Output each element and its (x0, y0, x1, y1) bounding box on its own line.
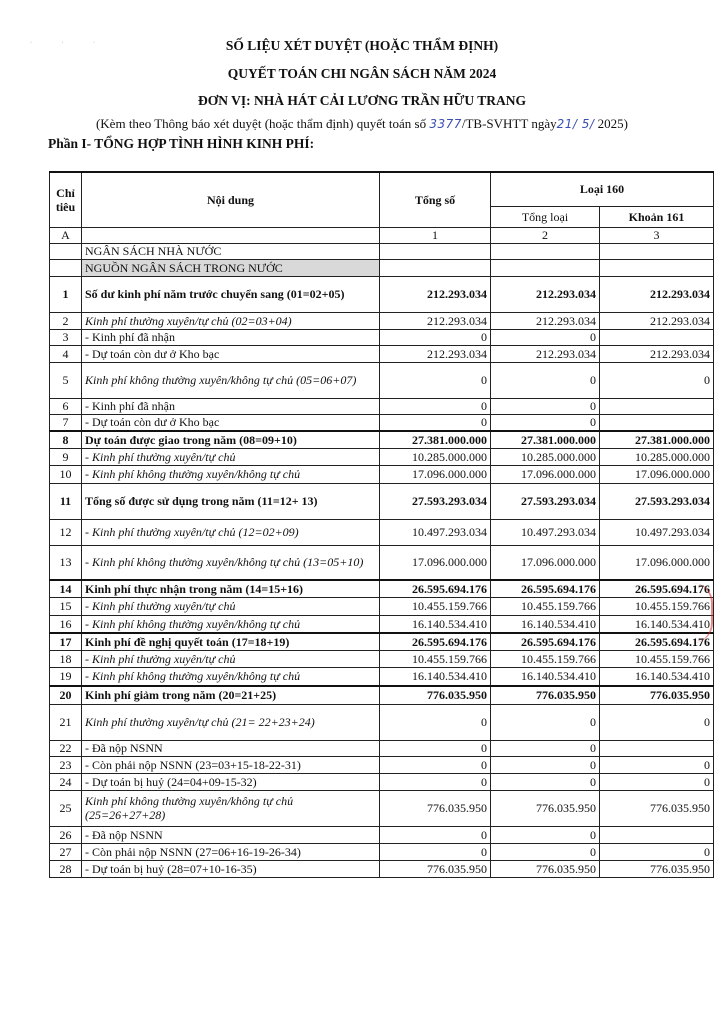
value-tong-loai: 0 (491, 362, 600, 398)
value-tong-loai: 776.035.950 (491, 860, 600, 877)
table-row (50, 633, 714, 650)
table-row (50, 615, 714, 633)
value-tong-loai: 17.096.000.000 (491, 465, 600, 483)
value-khoan (600, 414, 714, 431)
table-row (50, 667, 714, 686)
value-tong-loai: 10.455.159.766 (491, 650, 600, 667)
table-row (50, 686, 714, 704)
row-index: 24 (50, 773, 82, 790)
value-khoan (600, 398, 714, 414)
value-tong-loai: 0 (491, 414, 600, 431)
value-tong-loai: 10.285.000.000 (491, 448, 600, 465)
table-row (50, 843, 714, 860)
row-index: 15 (50, 597, 82, 615)
row-index: 5 (50, 362, 82, 398)
row-label: - Kinh phí thường xuyên/tự chủ (82, 650, 380, 667)
value-tong-loai: 17.096.000.000 (491, 545, 600, 580)
value-tong-loai: 10.455.159.766 (491, 597, 600, 615)
value-tong-loai: 0 (491, 773, 600, 790)
value-tong-so: 27.381.000.000 (380, 431, 491, 448)
value-tong-so: 0 (380, 398, 491, 414)
header-khoan: Khoản 161 (600, 206, 714, 227)
row-label: - Kinh phí đã nhận (82, 398, 380, 414)
row-label: Kinh phí không thường xuyên/không tự chủ (05=06+07) (82, 362, 380, 398)
value-tong-so: 0 (380, 414, 491, 431)
subtitle-mid: /TB-SVHTT ngày (461, 116, 557, 131)
row-label: - Kinh phí thường xuyên/tự chủ (82, 448, 380, 465)
table-row (50, 519, 714, 545)
value-khoan: 0 (600, 756, 714, 773)
row-label: - Kinh phí thường xuyên/tự chủ (12=02+09) (82, 519, 380, 545)
value-tong-loai: 0 (491, 826, 600, 843)
value-khoan: 16.140.534.410 (600, 615, 714, 633)
value-tong-so: 0 (380, 704, 491, 740)
row-label: - Đã nộp NSNN (82, 826, 380, 843)
row-index: 20 (50, 686, 82, 704)
row-index: 17 (50, 633, 82, 650)
row-index: 27 (50, 843, 82, 860)
value-tong-so: 0 (380, 329, 491, 345)
subtitle (0, 116, 724, 132)
table-row (50, 483, 714, 519)
colnum-3: 3 (600, 227, 714, 243)
row-label: Dự toán được giao trong năm (08=09+10) (82, 431, 380, 448)
colnum-a: A (50, 227, 82, 243)
value-tong-so: 212.293.034 (380, 312, 491, 329)
section-row-ngan-sach: NGÂN SÁCH NHÀ NƯỚC (82, 243, 380, 259)
value-tong-loai: 26.595.694.176 (491, 633, 600, 650)
row-label: Kinh phí thường xuyên/tự chủ (02=03+04) (82, 312, 380, 329)
section-row-nguon: NGUỒN NGÂN SÁCH TRONG NƯỚC (82, 259, 380, 276)
value-khoan: 776.035.950 (600, 686, 714, 704)
title-line-1: SỐ LIỆU XÉT DUYỆT (HOẶC THẨM ĐỊNH) (225, 38, 499, 53)
value-tong-so: 776.035.950 (380, 860, 491, 877)
cell-empty (600, 259, 714, 276)
value-tong-so: 776.035.950 (380, 686, 491, 704)
value-tong-loai: 212.293.034 (491, 345, 600, 362)
row-label: - Dự toán còn dư ở Kho bạc (82, 345, 380, 362)
colnum-2: 2 (491, 227, 600, 243)
value-tong-loai: 0 (491, 843, 600, 860)
cell-empty (50, 259, 82, 276)
row-label: - Còn phải nộp NSNN (27=06+16-19-26-34) (82, 843, 380, 860)
value-tong-so: 17.096.000.000 (380, 465, 491, 483)
value-khoan: 16.140.534.410 (600, 667, 714, 686)
row-index: 2 (50, 312, 82, 329)
value-tong-so: 212.293.034 (380, 276, 491, 312)
row-index: 12 (50, 519, 82, 545)
row-label: - Kinh phí không thường xuyên/không tự chủ (82, 465, 380, 483)
value-tong-loai: 26.595.694.176 (491, 580, 600, 597)
value-khoan: 212.293.034 (600, 312, 714, 329)
value-tong-so: 0 (380, 362, 491, 398)
value-khoan: 0 (600, 773, 714, 790)
value-tong-loai: 0 (491, 398, 600, 414)
value-tong-loai: 776.035.950 (491, 790, 600, 826)
row-index: 9 (50, 448, 82, 465)
value-khoan: 26.595.694.176 (600, 580, 714, 597)
value-khoan (600, 740, 714, 756)
colnum-1: 1 (380, 227, 491, 243)
value-khoan: 212.293.034 (600, 276, 714, 312)
row-index: 21 (50, 704, 82, 740)
header-loai: Loại 160 (491, 172, 714, 206)
value-khoan: 26.595.694.176 (600, 633, 714, 650)
value-tong-so: 26.595.694.176 (380, 580, 491, 597)
value-tong-so: 10.455.159.766 (380, 597, 491, 615)
value-tong-so: 27.593.293.034 (380, 483, 491, 519)
value-khoan (600, 826, 714, 843)
subtitle-prefix: (Kèm theo Thông báo xét duyệt (hoặc thẩm định) quyết toán số (95, 116, 430, 131)
value-khoan: 10.455.159.766 (600, 597, 714, 615)
handwritten-date: 21/ 5/ (556, 117, 595, 131)
table-row (50, 650, 714, 667)
table-row (50, 276, 714, 312)
cell-empty (380, 259, 491, 276)
row-index: 23 (50, 756, 82, 773)
table-row (50, 362, 714, 398)
row-index: 3 (50, 329, 82, 345)
table-row (50, 329, 714, 345)
row-label: - Dự toán còn dư ở Kho bạc (82, 414, 380, 431)
title-line-3: ĐƠN VỊ: NHÀ HÁT CẢI LƯƠNG TRẦN HỮU TRANG (197, 93, 527, 108)
value-tong-so: 776.035.950 (380, 790, 491, 826)
table-row (50, 773, 714, 790)
row-label: Tổng số được sử dụng trong năm (11=12+ 13) (82, 483, 380, 519)
table-row (50, 580, 714, 597)
row-index: 26 (50, 826, 82, 843)
header-tong-so: Tổng số (380, 172, 491, 227)
row-label: - Kinh phí không thường xuyên/không tự chủ (82, 615, 380, 633)
table-row (50, 465, 714, 483)
header-tong-loai: Tổng loại (491, 206, 600, 227)
value-tong-loai: 0 (491, 740, 600, 756)
value-tong-so: 16.140.534.410 (380, 667, 491, 686)
row-index: 25 (50, 790, 82, 826)
value-tong-so: 0 (380, 756, 491, 773)
value-tong-so: 10.455.159.766 (380, 650, 491, 667)
row-index: 6 (50, 398, 82, 414)
value-khoan: 27.593.293.034 (600, 483, 714, 519)
value-tong-loai: 27.381.000.000 (491, 431, 600, 448)
table-row (50, 826, 714, 843)
row-index: 4 (50, 345, 82, 362)
row-index: 18 (50, 650, 82, 667)
value-tong-loai: 16.140.534.410 (491, 667, 600, 686)
table-row (50, 740, 714, 756)
value-khoan: 17.096.000.000 (600, 545, 714, 580)
value-tong-loai: 16.140.534.410 (491, 615, 600, 633)
table-row (50, 345, 714, 362)
row-index: 7 (50, 414, 82, 431)
value-tong-loai: 776.035.950 (491, 686, 600, 704)
table-row (50, 431, 714, 448)
value-tong-so: 0 (380, 843, 491, 860)
row-label: Kinh phí không thường xuyên/không tự chủ (25=26+27+28) (82, 790, 380, 826)
value-khoan: 17.096.000.000 (600, 465, 714, 483)
value-tong-loai: 212.293.034 (491, 312, 600, 329)
value-khoan: 0 (600, 704, 714, 740)
value-khoan: 212.293.034 (600, 345, 714, 362)
header-chi-tieu: Chỉ tiêu (50, 172, 82, 227)
value-khoan (600, 329, 714, 345)
row-label: Kinh phí thực nhận trong năm (14=15+16) (82, 580, 380, 597)
table-row (50, 790, 714, 826)
cell-empty (491, 259, 600, 276)
cell-empty (600, 243, 714, 259)
value-tong-so: 0 (380, 740, 491, 756)
row-label: Kinh phí giảm trong năm (20=21+25) (82, 686, 380, 704)
title-line-2: QUYẾT TOÁN CHI NGÂN SÁCH NĂM 2024 (227, 66, 497, 81)
row-index: 22 (50, 740, 82, 756)
value-tong-so: 17.096.000.000 (380, 545, 491, 580)
value-khoan: 10.455.159.766 (600, 650, 714, 667)
value-khoan: 27.381.000.000 (600, 431, 714, 448)
row-index: 8 (50, 431, 82, 448)
table-row (50, 756, 714, 773)
row-index: 10 (50, 465, 82, 483)
row-label: - Còn phải nộp NSNN (23=03+15-18-22-31) (82, 756, 380, 773)
value-khoan: 10.497.293.034 (600, 519, 714, 545)
subtitle-suffix: 2025) (594, 116, 629, 131)
row-index: 13 (50, 545, 82, 580)
row-label: - Kinh phí không thường xuyên/không tự chủ (13=05+10) (82, 545, 380, 580)
value-tong-so: 26.595.694.176 (380, 633, 491, 650)
table-row (50, 597, 714, 615)
row-label: Số dư kinh phí năm trước chuyển sang (01=02+05) (82, 276, 380, 312)
cell-empty (50, 243, 82, 259)
row-index: 19 (50, 667, 82, 686)
cell-empty (491, 243, 600, 259)
handwritten-doc-number: 3377 (429, 117, 462, 131)
value-khoan: 0 (600, 843, 714, 860)
value-khoan: 10.285.000.000 (600, 448, 714, 465)
row-index: 14 (50, 580, 82, 597)
value-tong-so: 0 (380, 826, 491, 843)
value-tong-loai: 0 (491, 704, 600, 740)
table-row (50, 448, 714, 465)
row-label: - Kinh phí không thường xuyên/không tự chủ (82, 667, 380, 686)
value-tong-loai: 0 (491, 756, 600, 773)
value-tong-so: 16.140.534.410 (380, 615, 491, 633)
value-khoan: 776.035.950 (600, 860, 714, 877)
value-tong-so: 0 (380, 773, 491, 790)
value-tong-so: 10.285.000.000 (380, 448, 491, 465)
row-label: Kinh phí thường xuyên/tự chủ (21= 22+23+24) (82, 704, 380, 740)
value-tong-loai: 27.593.293.034 (491, 483, 600, 519)
table-row (50, 414, 714, 431)
row-index: 11 (50, 483, 82, 519)
value-khoan: 0 (600, 362, 714, 398)
value-tong-loai: 212.293.034 (491, 276, 600, 312)
row-label: Kinh phí đề nghị quyết toán (17=18+19) (82, 633, 380, 650)
row-index: 16 (50, 615, 82, 633)
value-khoan: 776.035.950 (600, 790, 714, 826)
row-label: - Dự toán bị huỷ (28=07+10-16-35) (82, 860, 380, 877)
table-row (50, 398, 714, 414)
table-row (50, 704, 714, 740)
table-row (50, 860, 714, 877)
value-tong-loai: 10.497.293.034 (491, 519, 600, 545)
value-tong-loai: 0 (491, 329, 600, 345)
scan-specks: · · · (30, 40, 109, 46)
value-tong-so: 212.293.034 (380, 345, 491, 362)
header-noi-dung: Nội dung (82, 172, 380, 227)
cell-empty (380, 243, 491, 259)
row-label: - Kinh phí thường xuyên/tự chủ (82, 597, 380, 615)
row-label: - Đã nộp NSNN (82, 740, 380, 756)
budget-table (49, 171, 714, 878)
table-row (50, 545, 714, 580)
section-title: Phần I- TỔNG HỢP TÌNH HÌNH KINH PHÍ: (48, 136, 315, 151)
row-label: - Kinh phí đã nhận (82, 329, 380, 345)
colnum-blank (82, 227, 380, 243)
row-index: 28 (50, 860, 82, 877)
table-row (50, 312, 714, 329)
row-index: 1 (50, 276, 82, 312)
row-label: - Dự toán bị huỷ (24=04+09-15-32) (82, 773, 380, 790)
value-tong-so: 10.497.293.034 (380, 519, 491, 545)
